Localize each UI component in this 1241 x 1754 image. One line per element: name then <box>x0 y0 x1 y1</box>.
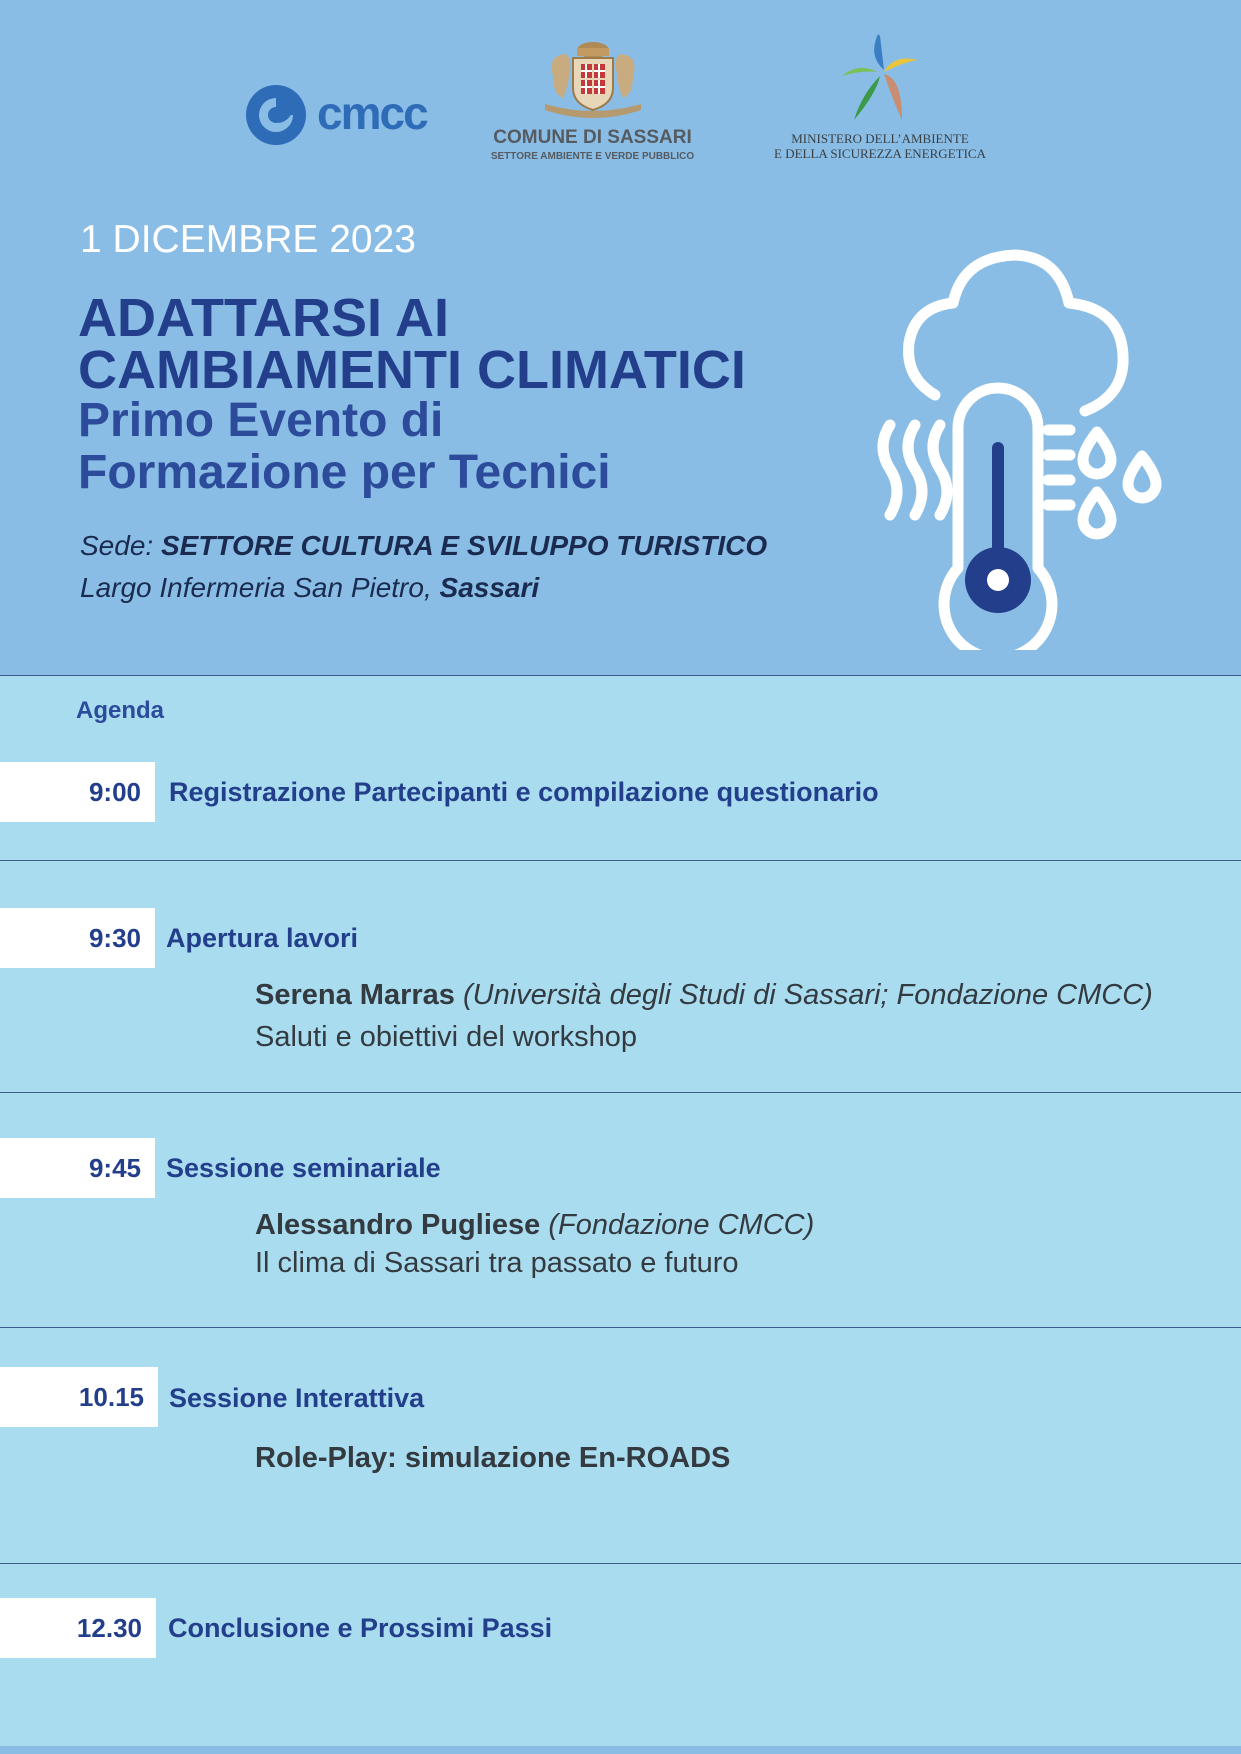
agenda-time-1: 9:00 <box>0 762 155 822</box>
agenda-heading: Agenda <box>76 697 165 724</box>
event-subtitle-line-1: Primo Evento di <box>78 394 444 447</box>
event-title-line-2: CAMBIAMENTI CLIMATICI <box>78 340 746 400</box>
ministry-line-2: E DELLA SICUREZZA ENERGETICA <box>774 146 986 161</box>
address-line <box>80 572 539 604</box>
venue-city: Sassari <box>439 572 540 603</box>
sassari-coat-of-arms <box>533 36 653 120</box>
agenda-title-2: Apertura lavori <box>166 923 359 953</box>
agenda-time-5: 12.30 <box>0 1598 156 1658</box>
cmcc-swirl-icon <box>245 84 307 146</box>
speaker-name: Serena Marras <box>255 979 455 1011</box>
agenda-title-3: Sessione seminariale <box>166 1153 441 1183</box>
footer-bar <box>0 1746 1241 1754</box>
speaker-name: Alessandro Pugliese <box>255 1209 541 1241</box>
agenda-description-3: Il clima di Sassari tra passato e futuro <box>255 1247 739 1279</box>
venue-label: Sede: <box>80 530 154 561</box>
event-date: 1 DICEMBRE 2023 <box>80 218 416 261</box>
sassari-subtitle: SETTORE AMBIENTE E VERDE PUBBLICO <box>490 151 695 162</box>
speaker-affiliation: (Università degli Studi di Sassari; Fondazione CMCC) <box>462 979 1153 1011</box>
divider <box>0 1563 1241 1564</box>
divider <box>0 1092 1241 1093</box>
header-banner <box>0 0 1241 675</box>
venue-address: Largo Infermeria San Pietro, <box>80 572 432 603</box>
agenda-description-4: Role-Play: simulazione En-ROADS <box>255 1442 731 1474</box>
thermometer-cloud-rain-icon <box>850 230 1170 650</box>
agenda-time-3: 9:45 <box>0 1138 155 1198</box>
sassari-logo <box>480 36 705 162</box>
ministry-line-1: MINISTERO DELL’AMBIENTE <box>791 131 969 146</box>
agenda-description-2: Saluti e obiettivi del workshop <box>255 1021 638 1053</box>
cmcc-logo-text: cmcc <box>317 87 427 139</box>
ministry-logo <box>760 32 1000 161</box>
agenda-title-4: Sessione Interattiva <box>169 1383 425 1413</box>
speaker-affiliation: (Fondazione CMCC) <box>548 1209 815 1241</box>
sassari-name: COMUNE DI SASSARI <box>493 127 692 148</box>
speaker-line-3 <box>255 1209 814 1242</box>
ministry-star-icon <box>830 32 930 126</box>
event-title-line-1: ADATTARSI AI <box>78 288 449 348</box>
divider <box>0 1327 1241 1328</box>
venue-line <box>80 530 767 562</box>
event-subtitle-line-2: Formazione per Tecnici <box>78 446 611 499</box>
agenda-title-1: Registrazione Partecipanti e compilazione questionario <box>169 777 879 807</box>
divider <box>0 860 1241 861</box>
speaker-line-2 <box>255 979 1153 1012</box>
agenda-title-5: Conclusione e Prossimi Passi <box>168 1613 553 1643</box>
divider <box>0 675 1241 676</box>
agenda-time-4: 10.15 <box>0 1367 158 1427</box>
agenda-time-2: 9:30 <box>0 908 155 968</box>
venue-name: SETTORE CULTURA E SVILUPPO TURISTICO <box>160 530 768 561</box>
